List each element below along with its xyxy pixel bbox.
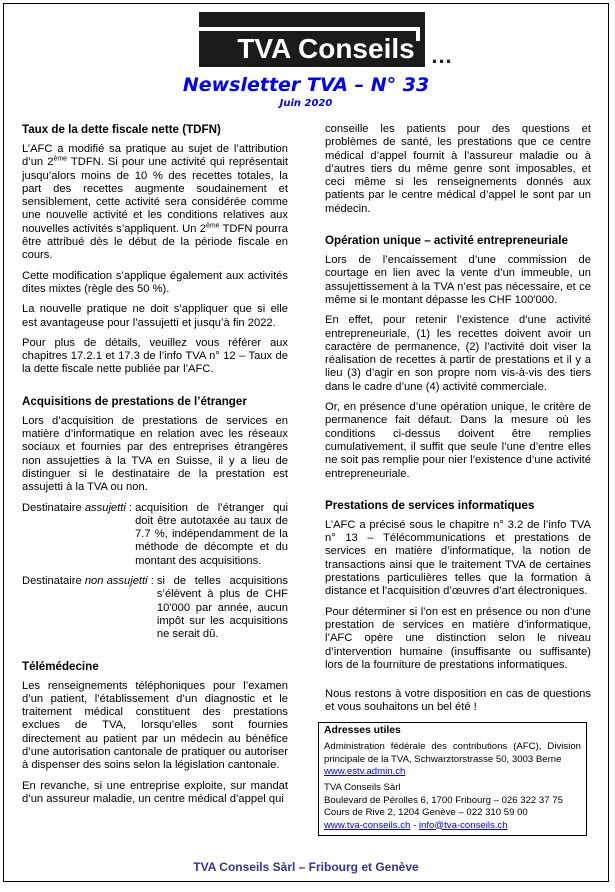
text: : [125,501,133,514]
text: Administration fédérale des contributions (AFC), Division principale de la TVA, Schwarztorstrasse 50, 3003 Berne [324,741,581,765]
tdfn-paragraph-1 [22,143,288,263]
email-link[interactable]: info@tva-conseils.ch [418,819,508,831]
logo-bar [416,27,420,41]
heading-tdfn: Taux de la dette fiscale nette (TDFN) [22,123,221,136]
op-paragraph-1: Lors de l’encaissement d’une commission de courtage en lien avec la vente d’un immeuble, un assujettissement à la TVA n’est pas nécessaire, et ce même si le montant dépasse les CHF 100'000. [325,254,591,306]
closing-text: Nous restons à votre disposition en cas de questions et vous souhaitons un bel été ! [325,688,591,714]
heading-services-informatiques: Prestations de services informatiques [325,498,535,512]
separator: - [410,819,419,831]
footer: TVA Conseils Sàrl – Fribourg et Genève [193,860,419,874]
text: TDFN pourra être attribué dès le début de la période fiscale en cours. [22,222,288,262]
addresses-heading: Adresses utiles [324,724,401,736]
text: Destinataire [22,575,85,588]
text: L’AFC a modifié sa pratique au sujet de l’attribution d’un 2 [22,143,288,169]
text: Destinataire [22,501,85,514]
text: : [147,575,154,588]
page-border [3,3,609,882]
masthead [4,12,608,67]
info-paragraph-2: Pour déterminer si l’on est en présence ou non d’une prestation de services en matière d’informatique, l’AFC opère une distinction selon le niveau d’intervention humaine (insuffisante ou suffisante) lors de la fourniture de prestations informatiques. [325,605,591,671]
heading-acquisitions: Acquisitions de prestations de l’étranger [22,394,247,408]
value: acquisition de l’étranger qui doit être autotaxée au taux de 7.7 %, indépendamment de la méthode de décompte et du montant des acquisitions. [135,501,288,567]
tele-paragraph-1: Les renseignements téléphoniques pour l’examen d’un patient, l’établissement d’un diagnostic et le traitement médical constituent des prestations exclues de TVA, lorsqu’elles sont fournies directement au patient par un médecin au bénéfice d’une autorisation cantonale de pratiquer ou autoriser à dispenser des soins selon la législation cantonale. [22,679,288,772]
tdfn-paragraph-4: Pour plus de détails, veuillez vous référer aux chapitres 17.2.1 et 17.3 de l’info TVA n° 12 – Taux de la dette fiscale nette publiée par l’AFC. [22,336,288,376]
newsletter-title: Newsletter TVA – N° 33 [182,74,430,96]
acq-paragraph-1: Lors d’acquisition de prestations de services en matière d’informatique en relation avec les réseaux sociaux et fournies par des entreprises étrangères non assujetties à la TVA en Suisse, il y a lieu de distinguer si le destinataire de la prestation est assujetti à la TVA ou non. [22,414,288,494]
website-link[interactable]: www.tva-conseils.ch [324,819,411,831]
logo-bar [199,27,420,31]
afc-address [324,741,581,778]
label [22,575,157,641]
text: TDFN. Si pour une activité qui représentait jusqu’alors moins de 10 % des recettes totales, la part des recettes augmente soudainement et sensiblement, cette activité sera considérée comme une nouvelle activité et les conditions relatives aux nouvelles activités s’appliquent. Un 2 [22,156,289,235]
logo [199,12,425,67]
logo-ellipsis: ... [431,43,453,68]
company-address [324,782,581,832]
right-column [325,123,591,836]
superscript: ème [205,222,220,230]
op-paragraph-3: Or, en présence d’une opération unique, le critère de permanence fait défaut. Dans la mesure où les conditions ci-dessus doivent être remplies cumulativement, il suffit que seule l’une d’entre elles ne soit pas remplie pour nier l’existence d’une activité entrepreneuriale. [325,401,591,480]
left-column [22,123,288,836]
text: assujetti [84,501,126,514]
info-paragraph-1: L’AFC a précisé sous le chapitre n° 3.2 de l’info TVA n° 13 – Télécommunications et prestations de services en matière d’informatique, la notion de transactions ainsi que le traitement TVA de certaines prestations particulières telles que la formation à distance et l’acquisition d’œuvres d’art électroniques. [325,518,591,598]
columns [4,111,608,836]
label [22,502,135,568]
tdfn-paragraph-2: Cette modification s’applique également aux activités dites mixtes (règle des 50 %). [22,269,288,295]
addresses-box [318,722,587,836]
tdfn-paragraph-3: La nouvelle pratique ne doit s’appliquer que si elle est avantageuse pour l’assujetti et jusqu’à fin 2022. [22,303,288,329]
text: non assujetti [84,575,148,588]
destinataire-assujetti [22,502,288,568]
text: Cours de Rive 2, 1204 Genève – 022 310 59 00 [324,807,528,819]
afc-link[interactable]: www.estv.admin.ch [324,765,406,777]
op-paragraph-2: En effet, pour retenir l’existence d’une activité entrepreneuriale, (1) les recettes doivent avoir un caractère de permanence, (2) l’activité doit viser la réalisation de recettes à partir de prestations et il y a lieu (3) d’agir en son propre nom vis-à-vis des tiers dans le cadre d’une (4) activité commerciale. [325,314,591,393]
logo-text: TVA Conseils [237,33,415,64]
value: si de telles acquisitions s’élèvent à plus de CHF 10'000 par année, aucun impôt sur les acquisitions ne serait dû. [156,575,288,641]
newsletter-date: Juin 2020 [279,98,333,109]
text: TVA Conseils Sàrl [324,782,401,794]
destinataire-non-assujetti [22,575,288,641]
superscript: ème [53,155,68,163]
tele-continued: conseille les patients pour des questions et problèmes de santé, les prestations que ce centre médical d’appel fournit à l’assureur maladie ou à d’autres tiers du même genre sont imposables, et ceci même si les renseignements donnés aux patients par le centre médical d’appel le sont par un médecin. [325,123,591,215]
heading-telemedecine: Télémédecine [22,659,99,673]
text: Boulevard de Pérolles 6, 1700 Fribourg – 026 322 37 75 [324,794,563,806]
tele-paragraph-2: En revanche, si une entreprise exploite, sur mandat d’un assureur maladie, un centre médical d’appel qui [22,779,288,805]
heading-operation-unique: Opération unique – activité entrepreneuriale [325,234,568,248]
